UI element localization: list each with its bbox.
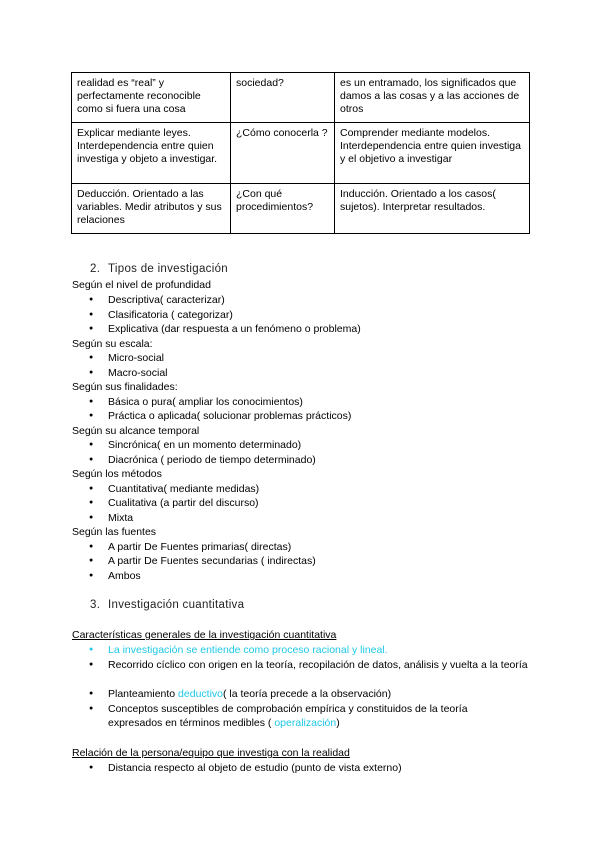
- comparison-table: [71, 72, 530, 234]
- section-title: Tipos de investigación: [108, 263, 228, 275]
- section-heading-tipos: [90, 263, 228, 275]
- list-item: ● La investigación se entiende como proceso racional y lineal.: [108, 643, 528, 658]
- section-heading-cuantitativa: [90, 599, 244, 611]
- table-cell: Inducción. Orientado a los casos( sujetos). Interpretar resultados.: [335, 184, 530, 234]
- table-cell: Deducción. Orientado a las variables. Medir atributos y sus relaciones: [72, 184, 231, 234]
- table-row: [72, 184, 530, 234]
- section-number: 3.: [90, 599, 101, 611]
- group-label: Según sus finalidades:: [72, 381, 178, 393]
- list-item: ● Micro-social: [108, 351, 528, 366]
- table-row: [72, 73, 530, 123]
- section-number: 2.: [90, 263, 101, 275]
- list-item: ● A partir De Fuentes secundarias ( indirectas): [108, 554, 528, 569]
- list-item: ● Macro-social: [108, 366, 528, 381]
- list-item: ● Cuantitativa( mediante medidas): [108, 482, 528, 497]
- text-segment: Conceptos susceptibles de comprobación empírica y constituidos de la teoría expresados en términos medibles (: [108, 702, 468, 729]
- table-cell: Comprender mediante modelos. Interdependencia entre quien investiga y el objetivo a investigar: [335, 123, 530, 184]
- list-item: ● A partir De Fuentes primarias( directas): [108, 540, 528, 555]
- group-label: Según el nivel de profundidad: [72, 279, 211, 291]
- highlight-text: deductivo: [178, 688, 223, 700]
- list-item: ● Explicativa (dar respuesta a un fenómeno o problema): [108, 322, 528, 337]
- list-item: ● Descriptiva( caracterizar): [108, 293, 528, 308]
- group-label: Según su escala:: [72, 337, 153, 350]
- table-cell: Explicar mediante leyes. Interdependencia entre quien investiga y objeto a investigar.: [72, 123, 231, 184]
- group-label: Según su alcance temporal: [72, 424, 200, 437]
- list-item: ● Distancia respecto al objeto de estudio (punto de vista externo): [108, 761, 528, 776]
- group-label: Según los métodos: [72, 468, 162, 480]
- list-item: ● Diacrónica ( periodo de tiempo determinado): [108, 453, 528, 468]
- list-item: [108, 687, 528, 702]
- table-cell: sociedad?: [231, 73, 335, 123]
- list-item: ● Básica o pura( ampliar los conocimientos): [108, 395, 528, 410]
- list-item: ● Recorrido cíclico con origen en la teoría, recopilación de datos, análisis y vuelta a la teoría: [108, 658, 538, 673]
- highlight-text: operalización: [274, 717, 337, 729]
- group-label: Según las fuentes: [72, 526, 157, 538]
- table-cell: realidad es “real” y perfectamente reconocible como si fuera una cosa: [72, 73, 231, 123]
- list-item: ● Cualitativa (a partir del discurso): [108, 496, 528, 511]
- list-item: ● Práctica o aplicada( solucionar problemas prácticos): [108, 409, 528, 424]
- list-item: [108, 702, 508, 731]
- table-cell: ¿Cómo conocerla ?: [231, 123, 335, 184]
- table-row: [72, 123, 530, 184]
- text-segment: Planteamiento: [108, 688, 179, 700]
- text-segment: ): [336, 717, 340, 729]
- list-item: ● Clasificatoria ( categorizar): [108, 308, 528, 323]
- table-cell: es un entramado, los significados que damos a las cosas y a las acciones de otros: [335, 73, 530, 123]
- list-item: ● Mixta: [108, 511, 528, 526]
- table-cell: ¿Con qué procedimientos?: [231, 184, 335, 234]
- text-segment: ( la teoría precede a la observación): [223, 688, 392, 700]
- section-title: Investigación cuantitativa: [108, 599, 245, 611]
- list-item: ● Ambos: [108, 569, 528, 584]
- subheading-relacion: Relación de la persona/equipo que investiga con la realidad: [72, 747, 350, 759]
- subheading-caracteristicas: Características generales de la investigación cuantitativa: [72, 629, 337, 641]
- list-item: ● Sincrónica( en un momento determinado): [108, 438, 528, 453]
